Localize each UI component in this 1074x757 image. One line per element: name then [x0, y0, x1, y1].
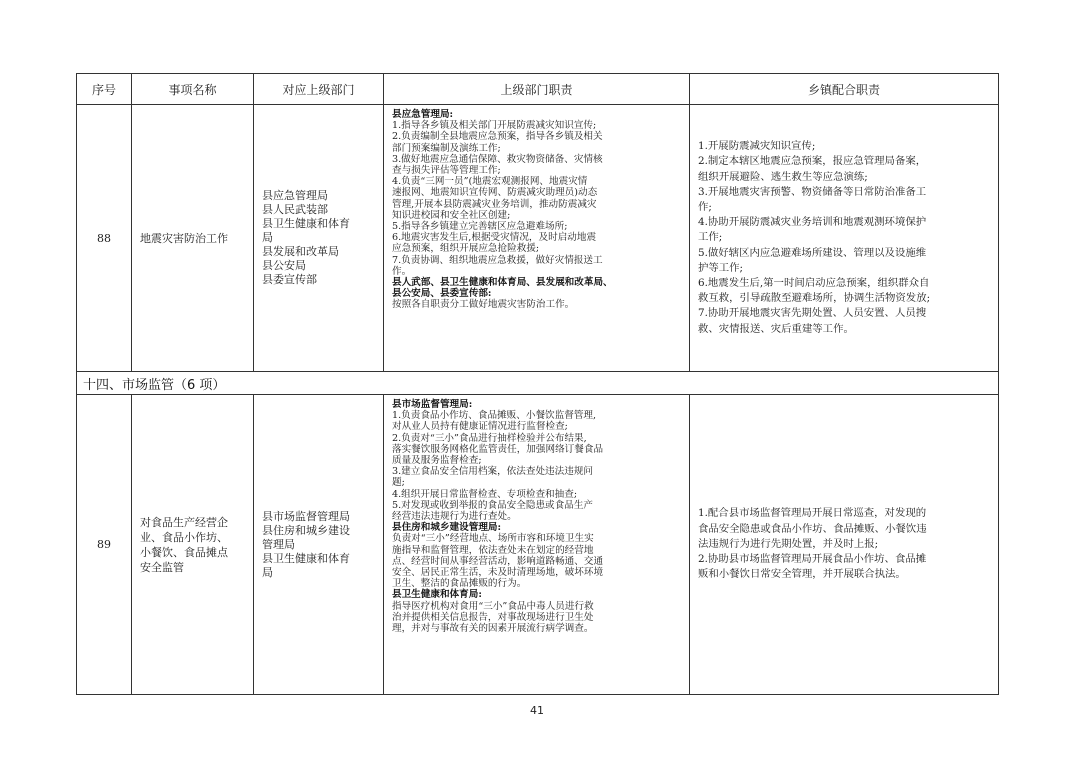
duty-line: 5.对发现或收到举报的食品安全隐患或食品生产 [392, 499, 594, 511]
dept-heading: 县市场监督管理局: [392, 399, 473, 410]
item-name-line: 安全监管 [140, 560, 184, 574]
duty-line: 按照各自职责分工做好地震灾害防治工作。 [392, 299, 575, 311]
duty-line: 3.做好地震应急通信保障、救灾物资储备、灾情核 [392, 153, 603, 165]
town-duty-cell [690, 105, 999, 372]
duty-line: 落实餐饮服务网格化监管责任，加强网络订餐食品 [392, 443, 604, 455]
duty-line: 知识进校园和安全社区创建; [392, 209, 511, 221]
town-duty-cell [690, 395, 999, 695]
duty-line: 安全、居民正常生活，未及时清理场地，破坏环境 [392, 567, 604, 579]
town-line: 作; [698, 200, 712, 213]
dept-line: 县卫生健康和体育 [262, 217, 350, 230]
duty-line: 管理,开展本县防震减灾业务培训，推动防震减灾 [392, 198, 597, 210]
duty-line: 2.负责编制全县地震应急预案，指导各乡镇及相关 [392, 131, 603, 143]
header-town: 乡镇配合职责 [690, 74, 999, 105]
duty-line: 治并提供相关信息报告，对事故现场进行卫生处 [392, 611, 594, 623]
town-line: 1.开展防震减灾知识宣传; [698, 140, 816, 153]
town-line: 贩和小餐饮日常安全管理，并开展联合执法。 [698, 568, 906, 581]
dept-line: 县卫生健康和体育 [262, 551, 350, 565]
duty-line: 2.负责对“三小”食品进行抽样检验并公布结果, [392, 432, 587, 444]
town-line: 法违规行为进行先期处置，并及时上报; [698, 537, 879, 550]
section-row [77, 372, 999, 395]
duty-line: 7.负责协调、组织地震应急救援，做好灾情报送工 [392, 254, 603, 266]
town-line: 护等工作; [698, 261, 744, 274]
town-line: 1.配合县市场监督管理局开展日常巡查，对发现的 [698, 507, 927, 520]
town-line: 4.协助开展防震减灾业务培训和地震观测环境保护 [698, 216, 927, 229]
table-row [77, 105, 999, 372]
dept-line: 县发展和改革局 [262, 245, 339, 258]
dept-line: 县人民武装部 [262, 203, 328, 216]
table-row [77, 395, 999, 695]
town-line: 救互救，引导疏散至避难场所，协调生活物资发放; [698, 292, 931, 305]
duty-line: 4.负责“三网一员”(地震宏观测报网、地震灾情 [392, 176, 588, 188]
duty-line: 查与损失评估等管理工作; [392, 165, 501, 177]
dept-line: 县委宣传部 [262, 273, 317, 286]
dept-heading: 县公安局、县委宣传部: [392, 288, 492, 300]
town-line: 工作; [698, 231, 723, 244]
row-number: 89 [77, 395, 132, 695]
item-name-line: 小餐饮、食品摊点 [140, 545, 228, 559]
dept-line: 县住房和城乡建设 [262, 523, 350, 537]
upper-duty-cell [384, 105, 690, 372]
dept-heading: 县住房和城乡建设管理局: [392, 522, 502, 534]
row-number: 88 [77, 105, 132, 372]
dept-line: 管理局 [262, 537, 295, 551]
duty-line: 负责对“三小”经营地点、场所市容和环境卫生实 [392, 533, 594, 545]
town-line: 2.制定本辖区地震应急预案，报应急管理局备案， [698, 155, 927, 168]
dept-heading: 县卫生健康和体育局: [392, 589, 482, 601]
duty-line: 作。 [392, 265, 412, 277]
table-header [77, 74, 999, 105]
duty-line: 对从业人员持有健康证情况进行监督检查; [392, 421, 568, 433]
duty-line: 理，并对与事故有关的因素开展流行病学调查。 [392, 623, 594, 635]
duty-line: 5.指导各乡镇建立完善辖区应急避难场所; [392, 221, 568, 233]
header-no: 序号 [77, 74, 132, 105]
item-name [132, 395, 254, 695]
dept-cell [254, 105, 384, 372]
section-title: 十四、市场监管（6 项） [77, 372, 999, 395]
town-line: 食品安全隐患或食品小作坊、食品摊贩、小餐饮违 [698, 522, 927, 535]
header-item: 事项名称 [132, 74, 254, 105]
dept-line: 县市场监督管理局 [262, 509, 350, 523]
town-line: 组织开展避险、逃生救生等应急演练; [698, 170, 868, 183]
town-line: 7.协助开展地震灾害先期处置、人员安置、人员搜 [698, 307, 927, 320]
item-name-line: 业、食品小作坊、 [140, 530, 228, 544]
duty-table [76, 73, 999, 695]
item-name-line: 对食品生产经营企 [140, 515, 228, 529]
item-name: 地震灾害防治工作 [132, 105, 254, 372]
duty-line: 4.组织开展日常监督检查、专项检查和抽查; [392, 488, 578, 500]
dept-line: 县公安局 [262, 259, 306, 272]
duty-line: 指导医疗机构对食用“三小”食品中毒人员进行救 [392, 600, 594, 612]
town-line: 5.做好辖区内应急避难场所建设、管理以及设施维 [698, 246, 927, 259]
dept-line: 局 [262, 231, 273, 244]
duty-line: 卫生、整洁的食品摊贩的行为。 [392, 578, 527, 590]
dept-heading: 县人武部、县卫生健康和体育局、县发展和改革局、 [392, 277, 613, 289]
upper-duty-cell [384, 395, 690, 695]
header-dept: 对应上级部门 [254, 74, 384, 105]
duty-line: 1.负责食品小作坊、食品摊贩、小餐饮监督管理, [392, 410, 597, 422]
duty-line: 1.指导各乡镇及相关部门开展防震减灾知识宣传; [392, 120, 597, 132]
town-line: 6.地震发生后,第一时间启动应急预案，组织群众自 [698, 277, 930, 289]
dept-heading: 县应急管理局: [392, 109, 454, 120]
duty-line: 3.建立食品安全信用档案，依法查处违法违规问 [392, 466, 594, 478]
dept-line: 局 [262, 565, 273, 579]
duty-line: 质量及服务监督检查; [392, 455, 482, 467]
town-line: 2.协助县市场监督管理局开展食品小作坊、食品摊 [698, 553, 927, 566]
town-line: 救、灾情报送、灾后重建等工作。 [698, 322, 854, 335]
dept-cell [254, 395, 384, 695]
duty-line: 经营违法违规行为进行查处。 [392, 511, 517, 523]
duty-line: 施指导和监督管理，依法查处未在划定的经营地 [392, 544, 594, 556]
header-upper: 上级部门职责 [384, 74, 690, 105]
duty-line: 应急预案，组织开展应急抢险救援; [392, 243, 540, 255]
dept-line: 县应急管理局 [262, 189, 328, 202]
duty-line: 点、经营时间从事经营活动，影响道路畅通、交通 [392, 555, 604, 567]
duty-line: 题; [392, 477, 405, 489]
duty-line: 速报网、地震知识宣传网、防震减灾助理员)动态 [392, 187, 598, 199]
duty-line: 6.地震灾害发生后,根据受灾情况，及时启动地震 [392, 232, 597, 244]
page-number: 41 [530, 704, 544, 717]
town-line: 3.开展地震灾害预警、物资储备等日常防治准备工 [698, 185, 927, 198]
duty-line: 部门预案编制及演练工作; [392, 142, 501, 154]
